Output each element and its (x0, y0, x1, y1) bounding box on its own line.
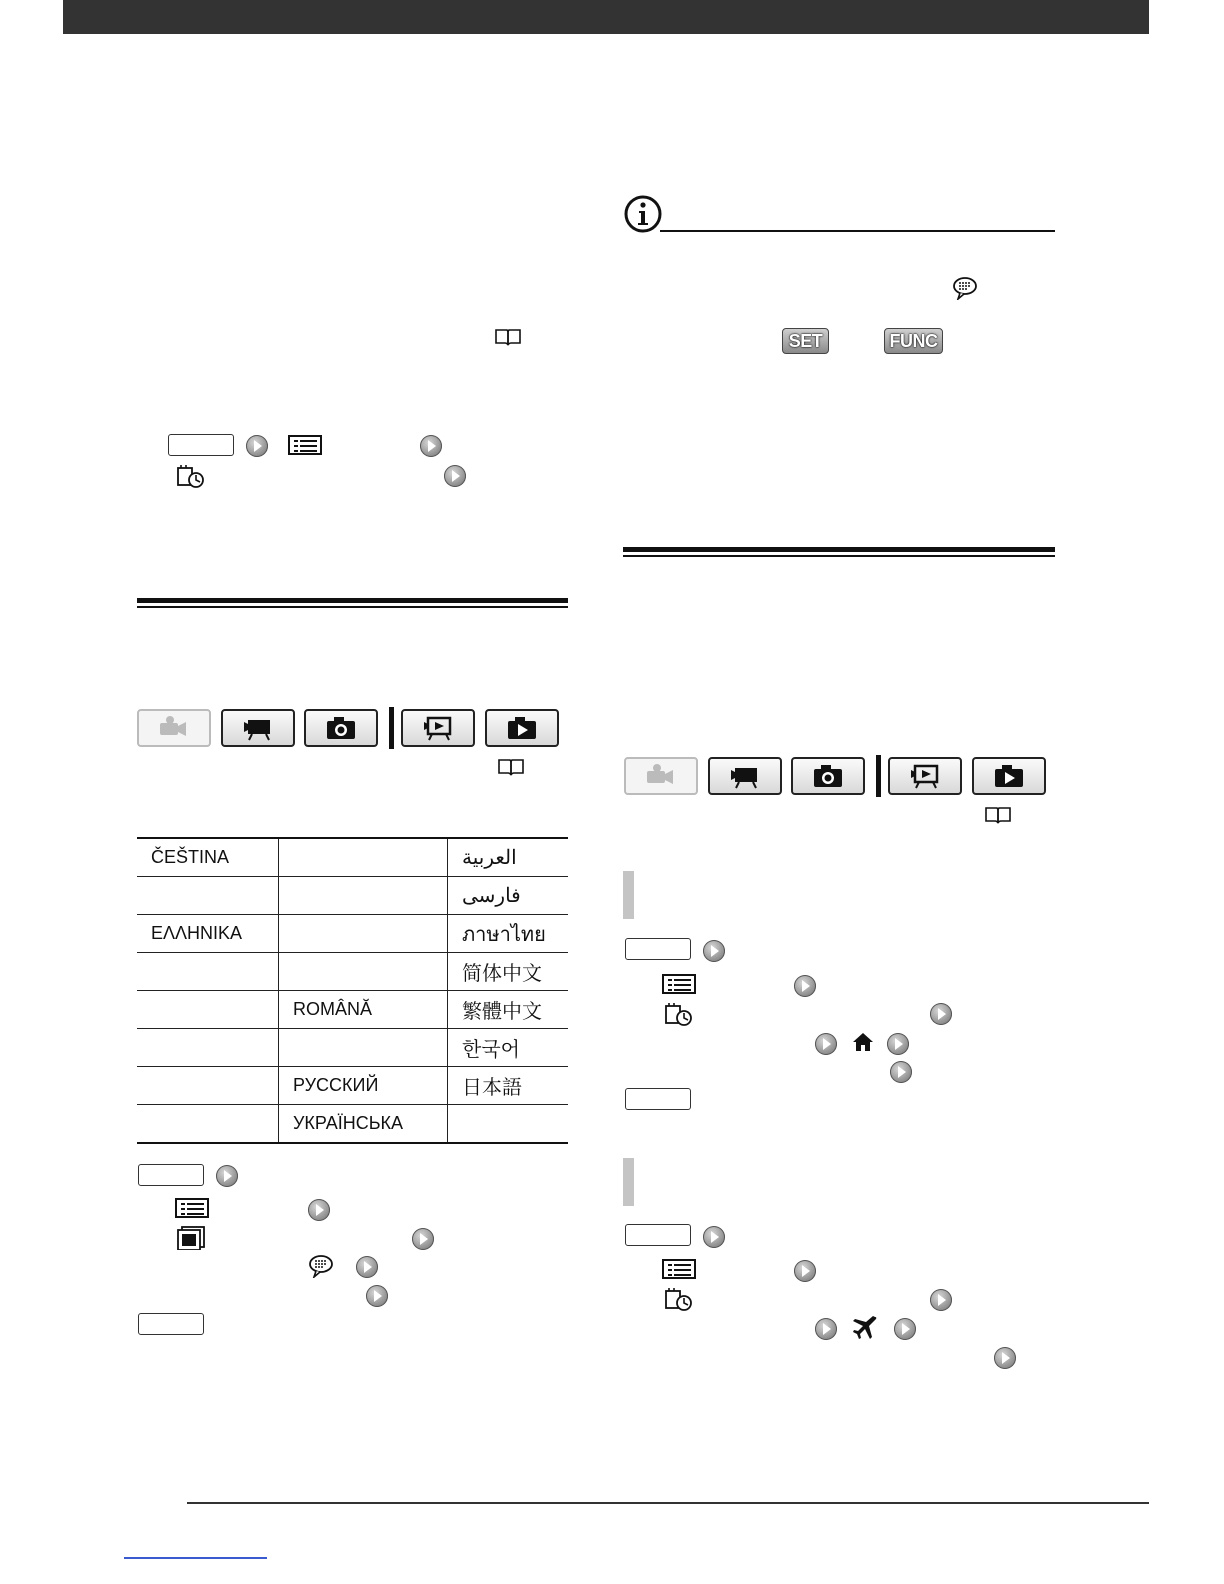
menu-button[interactable] (625, 938, 691, 960)
arrow-next-icon (216, 1165, 238, 1187)
table-cell (137, 991, 279, 1029)
book-reference-icon (985, 806, 1011, 824)
menu-button[interactable] (168, 434, 234, 456)
table-cell (137, 1067, 279, 1105)
table-cell: العربية (448, 838, 569, 877)
book-reference-icon (495, 328, 521, 346)
table-row (137, 1105, 568, 1144)
arrow-next-icon (703, 940, 725, 962)
arrow-next-icon (890, 1061, 912, 1083)
table-cell: ČEŠTINA (137, 838, 279, 877)
arrow-next-icon (994, 1347, 1016, 1369)
movie-record-icon (708, 757, 782, 795)
setup-wrench-clock-icon (664, 1288, 694, 1312)
arrow-next-icon (794, 975, 816, 997)
table-cell (279, 838, 448, 877)
arrow-next-icon (420, 435, 442, 457)
table-cell (137, 953, 279, 991)
mode-separator (876, 755, 881, 797)
arrow-next-icon (246, 435, 268, 457)
note-rule (660, 230, 1055, 232)
subsection-marker (623, 1158, 634, 1206)
arrow-next-icon (930, 1289, 952, 1311)
setup-wrench-clock-icon (176, 465, 206, 489)
table-row (137, 953, 568, 991)
photo-record-icon (304, 709, 378, 747)
mode-separator (389, 707, 394, 749)
table-row (137, 1067, 568, 1105)
table-cell (279, 1029, 448, 1067)
table-cell (137, 1105, 279, 1144)
table-cell (279, 953, 448, 991)
movie-record-icon (221, 709, 295, 747)
menu-list-icon (175, 1198, 209, 1218)
table-cell (137, 877, 279, 915)
movie-playback-icon (401, 709, 475, 747)
footer-rule (187, 1502, 1149, 1504)
top-header-bar (63, 0, 1149, 34)
table-cell: ROMÂNĂ (279, 991, 448, 1029)
setup-wrench-clock-icon (664, 1003, 694, 1027)
table-row (137, 991, 568, 1029)
table-row (137, 838, 568, 877)
speech-bubble-icon (952, 276, 978, 300)
menu-button[interactable] (625, 1224, 691, 1246)
section-rule-thin (623, 555, 1055, 557)
table-cell: 简体中文 (448, 953, 569, 991)
section-rule (137, 598, 568, 603)
home-icon (851, 1031, 875, 1053)
photo-playback-icon (972, 757, 1046, 795)
arrow-next-icon (308, 1199, 330, 1221)
table-cell: 한국어 (448, 1029, 569, 1067)
section-rule (623, 547, 1055, 552)
func-button-chip: FUNC (884, 328, 943, 354)
section-rule-thin (137, 606, 568, 608)
arrow-next-icon (815, 1318, 837, 1340)
footer-link-underline[interactable] (124, 1557, 267, 1559)
table-cell (137, 1029, 279, 1067)
book-reference-icon (498, 758, 524, 776)
movie-playback-icon (888, 757, 962, 795)
menu-list-icon (662, 974, 696, 994)
photo-record-icon (791, 757, 865, 795)
arrow-next-icon (815, 1033, 837, 1055)
arrow-next-icon (930, 1003, 952, 1025)
camera-auto-icon (624, 757, 698, 795)
arrow-next-icon (703, 1226, 725, 1248)
speech-bubble-icon (308, 1254, 334, 1278)
table-cell (279, 877, 448, 915)
airplane-icon (851, 1315, 879, 1341)
table-cell: ภาษาไทย (448, 915, 569, 953)
table-cell: 日本語 (448, 1067, 569, 1105)
display-setup-icon (176, 1226, 206, 1250)
mode-bar (624, 757, 1048, 797)
language-table (137, 837, 568, 1144)
table-cell (279, 915, 448, 953)
table-cell: ΕΛΛΗΝΙΚΑ (137, 915, 279, 953)
table-cell: УКРАЇНСЬКА (279, 1105, 448, 1144)
menu-button[interactable] (625, 1088, 691, 1110)
menu-list-icon (662, 1259, 696, 1279)
arrow-next-icon (887, 1033, 909, 1055)
menu-button[interactable] (138, 1164, 204, 1186)
table-cell: 繁體中文 (448, 991, 569, 1029)
table-row (137, 877, 568, 915)
table-cell: فارسی (448, 877, 569, 915)
menu-list-icon (288, 435, 322, 455)
info-circle-icon (623, 194, 663, 234)
arrow-next-icon (444, 465, 466, 487)
set-button-chip: SET (782, 328, 829, 354)
camera-auto-icon (137, 709, 211, 747)
arrow-next-icon (356, 1256, 378, 1278)
table-row (137, 1029, 568, 1067)
menu-button[interactable] (138, 1313, 204, 1335)
table-row (137, 915, 568, 953)
arrow-next-icon (894, 1318, 916, 1340)
subsection-marker (623, 871, 634, 919)
arrow-next-icon (794, 1260, 816, 1282)
arrow-next-icon (412, 1228, 434, 1250)
mode-bar (137, 709, 561, 749)
arrow-next-icon (366, 1285, 388, 1307)
table-cell: РУССКИЙ (279, 1067, 448, 1105)
table-cell (448, 1105, 569, 1144)
photo-playback-icon (485, 709, 559, 747)
